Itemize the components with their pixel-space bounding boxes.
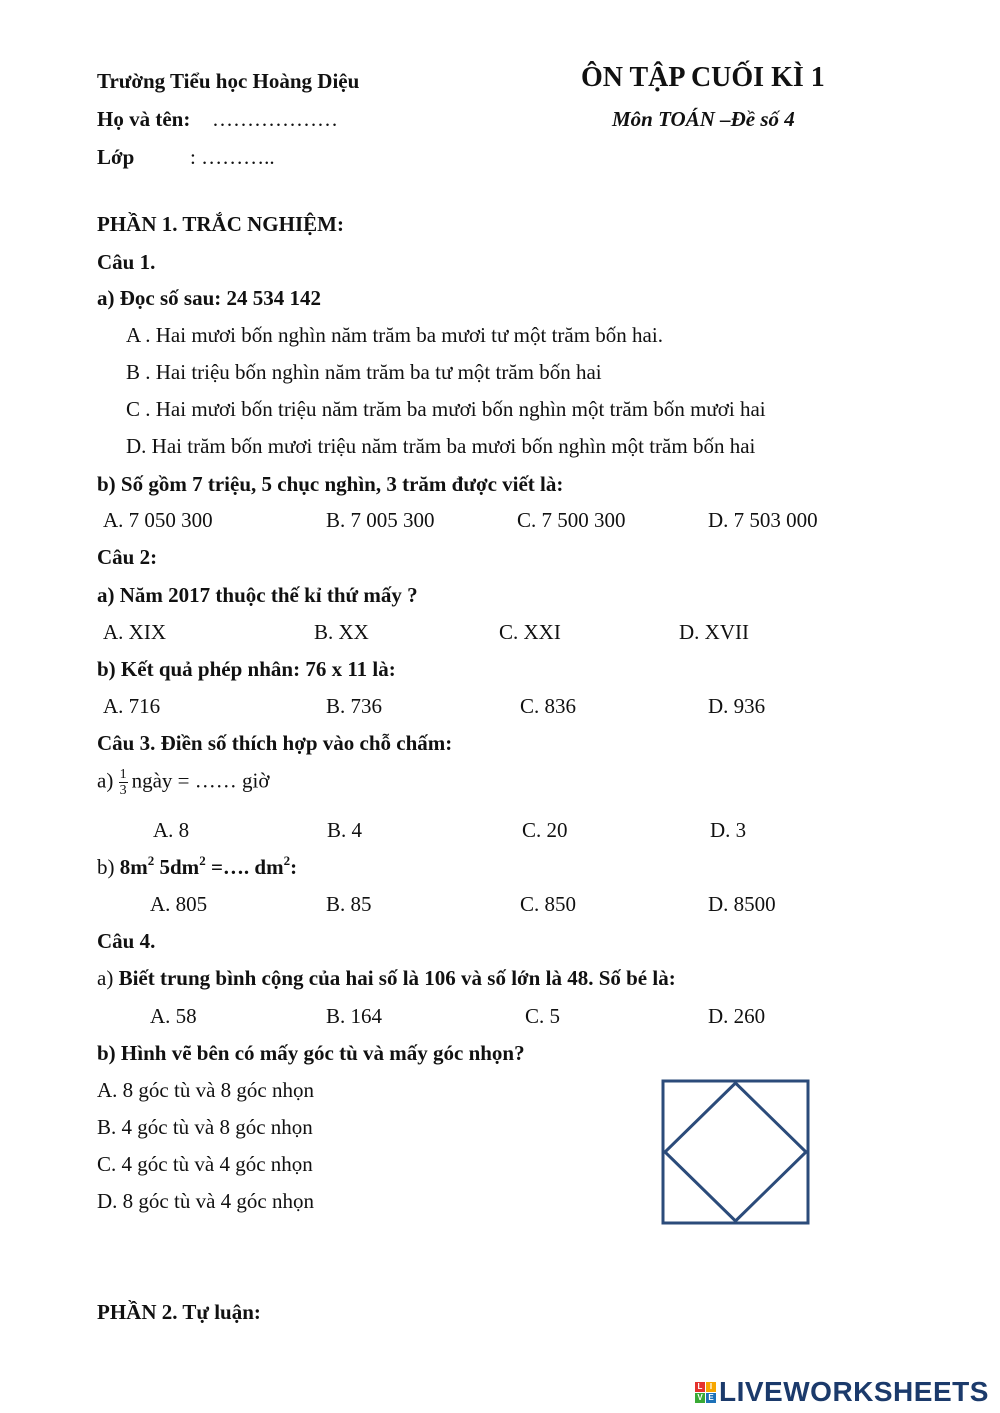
q1b-option-d[interactable]: D. 7 503 000 [708,508,818,532]
q4a-option-d[interactable]: D. 260 [708,1004,766,1028]
name-label: Họ và tên: [97,107,191,131]
fraction [119,767,128,798]
q1a-option-a[interactable]: A . Hai mươi bốn nghìn năm trăm ba mươi tư một trăm bốn hai. [126,323,663,347]
q4-label: Câu 4. [97,929,156,953]
class-label: Lớp [97,145,135,169]
q2-label: Câu 2: [97,545,158,569]
fraction-numerator: 1 [119,767,127,782]
q1-label: Câu 1. [97,250,156,274]
q1a-option-c[interactable]: C . Hai mươi bốn triệu năm trăm ba mươi bốn nghìn một trăm bốn mươi hai [126,397,766,421]
q1b-option-b[interactable]: B. 7 005 300 [326,508,435,532]
q1b-option-a[interactable]: A. 7 050 300 [103,508,213,532]
part1-heading: PHẦN 1. TRẮC NGHIỆM: [97,212,344,236]
q4a-prefix: a) [97,966,114,990]
q3a-text: ngày = …… giờ [131,768,270,793]
square-diamond-figure [660,1078,812,1228]
q4b-option-b[interactable]: B. 4 góc tù và 8 góc nhọn [97,1115,313,1139]
q4a-option-a[interactable]: A. 58 [150,1004,197,1028]
q3b-option-c[interactable]: C. 850 [520,892,577,916]
subject-label: Môn TOÁN –Đề số 4 [612,107,795,131]
q3b-option-a[interactable]: A. 805 [150,892,208,916]
q1a-prompt: a) Đọc số sau: 24 534 142 [97,286,321,310]
q2a-option-c[interactable]: C. XXI [499,620,561,644]
q3b-prompt [97,855,297,880]
q3a-prefix: a) [97,768,114,793]
q2a-prompt: a) Năm 2017 thuộc thế kỉ thứ mấy ? [97,583,418,607]
q3a-option-d[interactable]: D. 3 [710,818,747,842]
q2b-option-c[interactable]: C. 836 [520,694,577,718]
liveworksheets-logo [695,1377,989,1407]
q3b-expression: $8m^2$ $5dm^2$ =…. $dm^2$: [119,853,298,879]
school-name: Trường Tiểu học Hoàng Diệu [97,69,360,93]
q4b-prompt: b) Hình vẽ bên có mấy góc tù và mấy góc nhọn? [97,1041,525,1065]
q4b-option-c[interactable]: C. 4 góc tù và 4 góc nhọn [97,1152,313,1176]
q2a-option-b[interactable]: B. XX [314,620,369,644]
logo-mark: L I V E [695,1382,716,1403]
q3b-option-d[interactable]: D. 8500 [708,892,776,916]
fraction-denominator: 3 [119,783,127,798]
q3b-prefix: b) [97,855,115,879]
q2a-option-d[interactable]: D. XVII [679,620,749,644]
q1b-option-c[interactable]: C. 7 500 300 [517,508,626,532]
q2a-option-a[interactable]: A. XIX [103,620,166,644]
q3a-prompt [97,767,269,798]
q4b-option-a[interactable]: A. 8 góc tù và 8 góc nhọn [97,1078,314,1102]
q4a-text: Biết trung bình cộng của hai số là 106 và số lớn là 48. Số bé là: [118,966,676,990]
name-field[interactable]: ……………… [212,107,338,131]
part2-heading: PHẦN 2. Tự luận: [97,1300,261,1324]
q4a-option-b[interactable]: B. 164 [326,1004,383,1028]
q2b-option-d[interactable]: D. 936 [708,694,766,718]
q3a-option-c[interactable]: C. 20 [522,818,568,842]
logo-text: LIVEWORKSHEETS [719,1376,989,1407]
class-field[interactable]: : ……….. [190,145,275,169]
q1a-option-b[interactable]: B . Hai triệu bốn nghìn năm trăm ba tư một trăm bốn hai [126,360,602,384]
outer-square [663,1081,808,1223]
q2b-option-a[interactable]: A. 716 [103,694,161,718]
q3-label: Câu 3. Điền số thích hợp vào chỗ chấm: [97,731,453,755]
q2b-option-b[interactable]: B. 736 [326,694,383,718]
q4a-option-c[interactable]: C. 5 [525,1004,561,1028]
q1b-prompt: b) Số gồm 7 triệu, 5 chục nghìn, 3 trăm được viết là: [97,472,564,496]
q2b-prompt: b) Kết quả phép nhân: 76 x 11 là: [97,657,396,681]
q4a-prompt [97,966,676,991]
q3a-option-b[interactable]: B. 4 [327,818,363,842]
worksheet-title: ÔN TẬP CUỐI KÌ 1 [581,62,825,93]
inner-diamond [665,1083,806,1221]
q4b-option-d[interactable]: D. 8 góc tù và 4 góc nhọn [97,1189,314,1213]
q3a-option-a[interactable]: A. 8 [153,818,190,842]
q3b-option-b[interactable]: B. 85 [326,892,372,916]
q1a-option-d[interactable]: D. Hai trăm bốn mươi triệu năm trăm ba mươi bốn nghìn một trăm bốn hai [126,434,756,458]
